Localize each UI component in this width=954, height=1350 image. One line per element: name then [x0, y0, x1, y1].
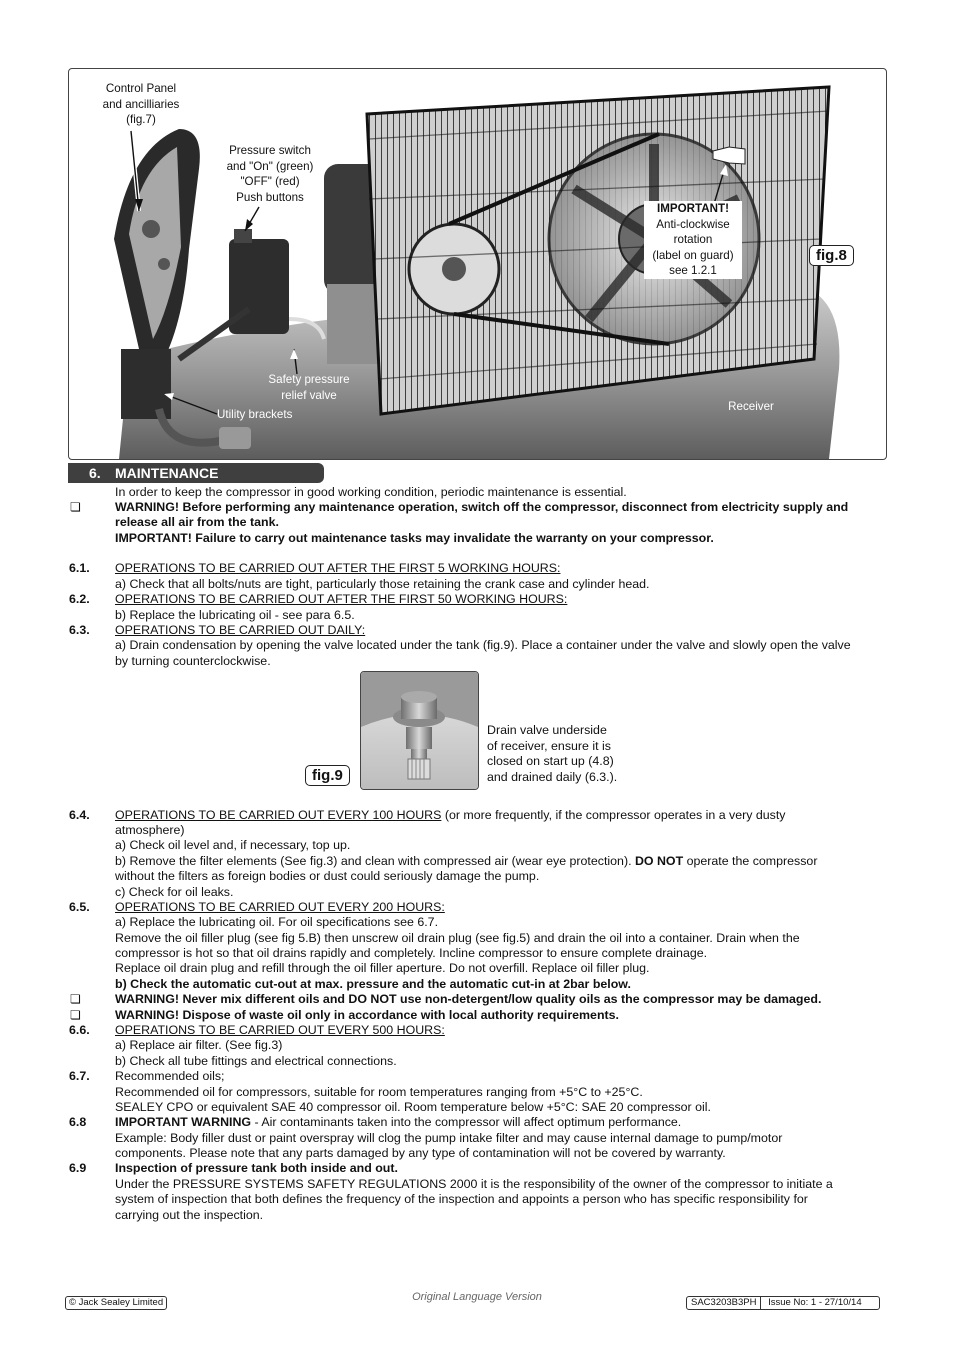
- rotation-warning-label: IMPORTANT! Anti-clockwise rotation (label on guard) see 1.2.1: [644, 201, 742, 279]
- drain-valve-illustration: [361, 672, 478, 789]
- warning-checkbox-icon: ❏: [70, 992, 81, 1006]
- fig9-label: fig.9: [305, 765, 350, 786]
- footer-copyright: © Jack Sealey Limited: [65, 1296, 167, 1310]
- fig9-photo: [360, 671, 479, 790]
- footer-doc-info: [686, 1296, 880, 1310]
- footer-doc-code: SAC3203B3PH: [687, 1297, 761, 1309]
- section-title: MAINTENANCE: [115, 465, 219, 481]
- receiver-callout: Receiver: [728, 400, 774, 413]
- control-panel-callout: Control Panel and ancilliaries (fig.7): [102, 82, 180, 126]
- warning-checkbox-icon: ❏: [70, 1008, 81, 1022]
- footer-language-note: Original Language Version: [412, 1291, 542, 1303]
- utility-brackets-callout: Utility brackets: [217, 408, 293, 421]
- fig9-caption: Drain valve underside of receiver, ensure it is closed on start up (4.8) and drained daily (6.3.).: [487, 723, 618, 784]
- warning-checkbox-icon: ❏: [70, 500, 81, 514]
- fig8-photo: [68, 68, 887, 460]
- pressure-switch-callout: Pressure switch and "On" (green) "OFF" (red) Push buttons: [226, 144, 314, 204]
- safety-valve-callout: Safety pressure relief valve: [268, 373, 350, 402]
- footer-issue: Issue No: 1 - 27/10/14: [768, 1297, 862, 1308]
- fig8-label: fig.8: [809, 245, 854, 266]
- section-header: [68, 463, 324, 483]
- section-number: 6.: [89, 465, 101, 481]
